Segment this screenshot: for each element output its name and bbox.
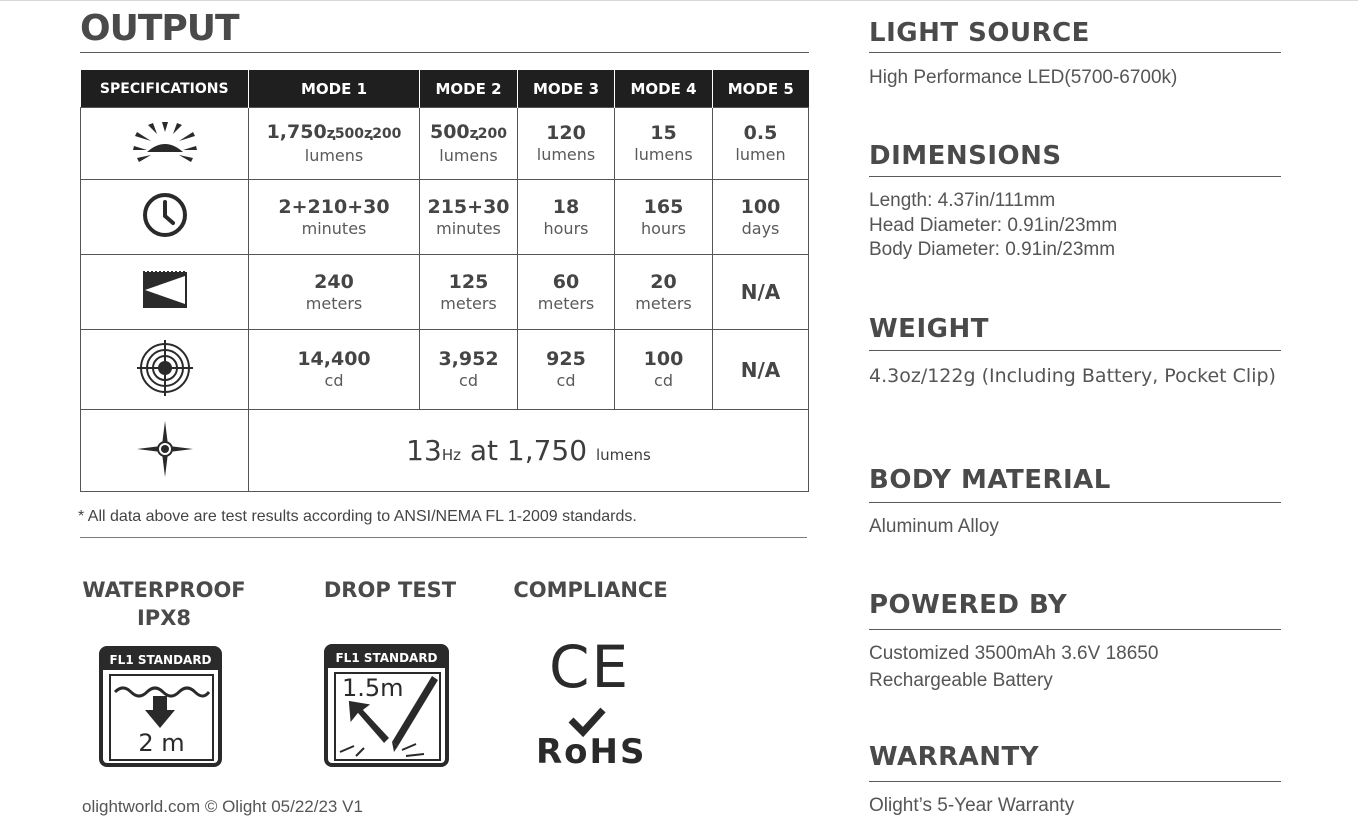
drop-inner <box>334 672 441 761</box>
powered-by-text <box>869 640 1158 694</box>
target-intensity-icon-cell <box>81 330 249 410</box>
runtime-mode-1: 2+210+30 minutes <box>249 180 420 255</box>
light-source-title: LIGHT SOURCE <box>869 18 1090 48</box>
dimensions-rule <box>869 176 1281 177</box>
drop-test-badge <box>324 644 449 767</box>
powered-by-rule <box>869 629 1281 630</box>
dimensions-text <box>869 189 1117 263</box>
weight-rule <box>869 350 1281 351</box>
drop-standard-label: FL1 STANDARD <box>328 648 445 668</box>
dimension-head-diameter: Head Diameter: 0.91in/23mm <box>869 214 1118 236</box>
warranty-text: Olight’s 5-Year Warranty <box>869 795 1075 816</box>
output-title-rule <box>80 52 809 53</box>
intensity-mode-5: N/A <box>713 330 809 410</box>
lumens-row <box>81 108 809 180</box>
clock-icon-cell <box>81 180 249 255</box>
runtime-mode-5: 100 days <box>713 180 809 255</box>
target-intensity-icon <box>135 338 195 398</box>
runtime-row <box>81 180 809 255</box>
beam-distance-icon-cell <box>81 255 249 330</box>
light-source-text: High Performance LED(5700-6700k) <box>869 67 1178 88</box>
body-material-rule <box>869 502 1281 503</box>
intensity-mode-3: 925 cd <box>518 330 615 410</box>
distance-mode-3: 60 meters <box>518 255 615 330</box>
dimension-body-diameter: Body Diameter: 0.91in/23mm <box>869 239 1116 260</box>
warranty-rule <box>869 781 1281 782</box>
beam-distance-icon <box>141 270 189 310</box>
battery-line-2: Rechargeable Battery <box>869 670 1053 691</box>
water-drop-icon <box>111 676 212 732</box>
battery-line-1: Customized 3500mAh 3.6V 18650 <box>869 643 1159 664</box>
strobe-icon-cell <box>81 410 249 492</box>
brightness-icon-cell <box>81 108 249 180</box>
header-mode-1: MODE 1 <box>249 70 420 108</box>
intensity-mode-1: 14,400 cd <box>249 330 420 410</box>
waterproof-title: WATERPROOF IPX8 <box>82 578 246 630</box>
ce-mark-icon: CE <box>549 633 631 701</box>
clock-icon <box>140 190 190 240</box>
weight-text: 4.3oz/122g (Including Battery, Pocket Clip) <box>869 365 1276 387</box>
runtime-mode-4: 165 hours <box>615 180 713 255</box>
table-header-row <box>81 70 809 108</box>
drop-height: 1.5m <box>342 674 404 702</box>
waterproof-standard-label: FL1 STANDARD <box>103 650 218 670</box>
dimensions-title: DIMENSIONS <box>869 141 1062 171</box>
header-mode-4: MODE 4 <box>615 70 713 108</box>
drop-test-title: DROP TEST <box>323 578 457 602</box>
body-material-text: Aluminum Alloy <box>869 516 999 537</box>
top-border <box>0 0 1358 1</box>
warranty-title: WARRANTY <box>869 742 1040 772</box>
waterproof-inner <box>109 674 214 761</box>
body-material-title: BODY MATERIAL <box>869 465 1111 495</box>
header-mode-3: MODE 3 <box>518 70 615 108</box>
output-title: OUTPUT <box>80 8 239 49</box>
strobe-row <box>81 410 809 492</box>
strobe-value: 13Hz at 1,750 lumens <box>249 410 809 492</box>
header-mode-2: MODE 2 <box>420 70 518 108</box>
runtime-mode-3: 18 hours <box>518 180 615 255</box>
distance-mode-4: 20 meters <box>615 255 713 330</box>
dimension-length: Length: 4.37in/111mm <box>869 190 1056 211</box>
lumens-mode-3: 120 lumens <box>518 108 615 180</box>
waterproof-depth: 2 m <box>138 729 185 757</box>
footer-text: olightworld.com © Olight 05/22/23 V1 <box>82 797 363 816</box>
waterproof-badge <box>99 646 222 767</box>
distance-row <box>81 255 809 330</box>
ansi-note: * All data above are test results according to ANSI/NEMA FL 1-2009 standards. <box>78 508 637 525</box>
weight-title: WEIGHT <box>869 314 989 344</box>
intensity-mode-2: 3,952 cd <box>420 330 518 410</box>
lumens-mode-2: 500ⱬ200 lumens <box>420 108 518 180</box>
brightness-icon <box>133 122 197 162</box>
rohs-label: RoHS <box>536 732 647 772</box>
note-rule <box>80 537 807 538</box>
distance-mode-2: 125 meters <box>420 255 518 330</box>
spec-table <box>80 70 809 492</box>
light-source-rule <box>869 52 1281 53</box>
header-mode-5: MODE 5 <box>713 70 809 108</box>
lumens-mode-4: 15 lumens <box>615 108 713 180</box>
distance-mode-1: 240 meters <box>249 255 420 330</box>
strobe-icon <box>135 419 195 479</box>
drop-test-icon <box>336 674 439 759</box>
powered-by-title: POWERED BY <box>869 590 1068 620</box>
compliance-title: COMPLIANCE <box>513 578 668 602</box>
header-specifications: SPECIFICATIONS <box>81 70 249 108</box>
intensity-row <box>81 330 809 410</box>
runtime-mode-2: 215+30 minutes <box>420 180 518 255</box>
distance-mode-5: N/A <box>713 255 809 330</box>
lumens-mode-1: 1,750ⱬ500ⱬ200 lumens <box>249 108 420 180</box>
intensity-mode-4: 100 cd <box>615 330 713 410</box>
lumens-mode-5: 0.5 lumen <box>713 108 809 180</box>
